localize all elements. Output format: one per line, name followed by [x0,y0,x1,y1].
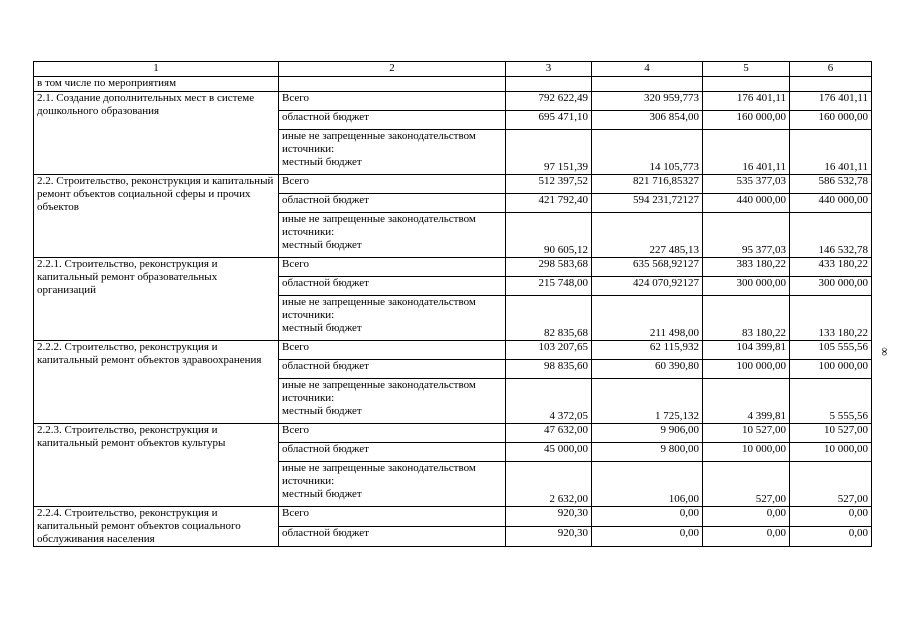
funding-source-label [279,130,506,175]
funding-source-label: Всего [279,258,506,277]
amount-cell: 98 835,60 [506,360,592,379]
measure-title: 2.2.2. Строительство, реконструкция и капитальный ремонт объектов здравоохранения [34,341,279,424]
amount-cell: 424 070,92127 [592,277,703,296]
amount-cell: 104 399,81 [703,341,790,360]
empty-cell [506,77,592,92]
amount-cell: 176 401,11 [703,92,790,111]
amount-cell: 133 180,22 [790,296,872,341]
amount-cell: 10 000,00 [790,443,872,462]
amount-cell: 16 401,11 [790,130,872,175]
amount-cell: 100 000,00 [703,360,790,379]
empty-cell [703,77,790,92]
local-budget-label: местный бюджет [282,405,362,417]
amount-cell: 2 632,00 [506,462,592,507]
funding-source-label [279,462,506,507]
funding-source-label: Всего [279,507,506,527]
amount-cell: 695 471,10 [506,111,592,130]
other-sources-label: иные не запрещенные законодательством источники: [282,296,476,321]
amount-cell: 10 000,00 [703,443,790,462]
amount-cell: 103 207,65 [506,341,592,360]
column-number-3: 3 [506,62,592,77]
other-sources-label: иные не запрещенные законодательством источники: [282,462,476,487]
amount-cell: 62 115,932 [592,341,703,360]
table-row [34,507,872,527]
amount-cell: 45 000,00 [506,443,592,462]
section-label: в том числе по мероприятиям [34,77,279,92]
amount-cell: 47 632,00 [506,424,592,443]
amount-cell: 146 532,78 [790,213,872,258]
funding-source-label [279,379,506,424]
column-number-2: 2 [279,62,506,77]
empty-cell [279,77,506,92]
funding-source-label: областной бюджет [279,194,506,213]
amount-cell: 421 792,40 [506,194,592,213]
column-number-5: 5 [703,62,790,77]
amount-cell: 82 835,68 [506,296,592,341]
funding-source-label: Всего [279,175,506,194]
amount-cell: 90 605,12 [506,213,592,258]
amount-cell: 300 000,00 [703,277,790,296]
amount-cell: 306 854,00 [592,111,703,130]
funding-source-label [279,213,506,258]
amount-cell: 594 231,72127 [592,194,703,213]
other-sources-label: иные не запрещенные законодательством источники: [282,379,476,404]
amount-cell: 160 000,00 [703,111,790,130]
amount-cell: 4 372,05 [506,379,592,424]
funding-source-label: областной бюджет [279,277,506,296]
empty-cell [592,77,703,92]
amount-cell: 0,00 [790,507,872,527]
funding-source-label: областной бюджет [279,527,506,547]
amount-cell: 211 498,00 [592,296,703,341]
column-number-6: 6 [790,62,872,77]
amount-cell: 106,00 [592,462,703,507]
funding-source-label: областной бюджет [279,443,506,462]
amount-cell: 97 151,39 [506,130,592,175]
amount-cell: 920,30 [506,527,592,547]
amount-cell: 10 527,00 [703,424,790,443]
section-label-row [34,77,872,92]
amount-cell: 9 906,00 [592,424,703,443]
amount-cell: 100 000,00 [790,360,872,379]
amount-cell: 105 555,56 [790,341,872,360]
amount-cell: 4 399,81 [703,379,790,424]
funding-source-label: Всего [279,424,506,443]
amount-cell: 5 555,56 [790,379,872,424]
local-budget-label: местный бюджет [282,156,362,168]
amount-cell: 512 397,52 [506,175,592,194]
amount-cell: 10 527,00 [790,424,872,443]
budget-table [33,61,872,547]
amount-cell: 227 485,13 [592,213,703,258]
funding-source-label: Всего [279,92,506,111]
amount-cell: 1 725,132 [592,379,703,424]
empty-cell [790,77,872,92]
amount-cell: 0,00 [592,507,703,527]
amount-cell: 95 377,03 [703,213,790,258]
amount-cell: 586 532,78 [790,175,872,194]
amount-cell: 298 583,68 [506,258,592,277]
amount-cell: 0,00 [592,527,703,547]
amount-cell: 160 000,00 [790,111,872,130]
measure-title: 2.2.3. Строительство, реконструкция и капитальный ремонт объектов культуры [34,424,279,507]
amount-cell: 0,00 [703,507,790,527]
funding-source-label [279,296,506,341]
amount-cell: 821 716,85327 [592,175,703,194]
amount-cell: 535 377,03 [703,175,790,194]
amount-cell: 300 000,00 [790,277,872,296]
local-budget-label: местный бюджет [282,322,362,334]
amount-cell: 0,00 [703,527,790,547]
amount-cell: 920,30 [506,507,592,527]
amount-cell: 14 105,773 [592,130,703,175]
amount-cell: 16 401,11 [703,130,790,175]
amount-cell: 527,00 [703,462,790,507]
amount-cell: 433 180,22 [790,258,872,277]
table-row [34,341,872,360]
funding-source-label: областной бюджет [279,111,506,130]
amount-cell: 60 390,80 [592,360,703,379]
page-number: ∞ [877,347,892,356]
amount-cell: 0,00 [790,527,872,547]
amount-cell: 635 568,92127 [592,258,703,277]
amount-cell: 176 401,11 [790,92,872,111]
amount-cell: 83 180,22 [703,296,790,341]
amount-cell: 9 800,00 [592,443,703,462]
measure-title: 2.2. Строительство, реконструкция и капитальный ремонт объектов социальной сферы и прочих объектов [34,175,279,258]
local-budget-label: местный бюджет [282,488,362,500]
funding-source-label: Всего [279,341,506,360]
amount-cell: 527,00 [790,462,872,507]
column-number-1: 1 [34,62,279,77]
amount-cell: 383 180,22 [703,258,790,277]
amount-cell: 792 622,49 [506,92,592,111]
table-row [34,424,872,443]
measure-title: 2.2.4. Строительство, реконструкция и капитальный ремонт объектов социального обслуживания населения [34,507,279,547]
table-row [34,258,872,277]
measure-title: 2.1. Создание дополнительных мест в системе дошкольного образования [34,92,279,175]
amount-cell: 215 748,00 [506,277,592,296]
measure-title: 2.2.1. Строительство, реконструкция и капитальный ремонт образовательных организаций [34,258,279,341]
column-number-4: 4 [592,62,703,77]
other-sources-label: иные не запрещенные законодательством источники: [282,130,476,155]
other-sources-label: иные не запрещенные законодательством источники: [282,213,476,238]
amount-cell: 440 000,00 [790,194,872,213]
column-number-row [34,62,872,77]
funding-source-label: областной бюджет [279,360,506,379]
budget-table-body [34,62,872,547]
amount-cell: 320 959,773 [592,92,703,111]
table-row [34,175,872,194]
local-budget-label: местный бюджет [282,239,362,251]
amount-cell: 440 000,00 [703,194,790,213]
table-row [34,92,872,111]
